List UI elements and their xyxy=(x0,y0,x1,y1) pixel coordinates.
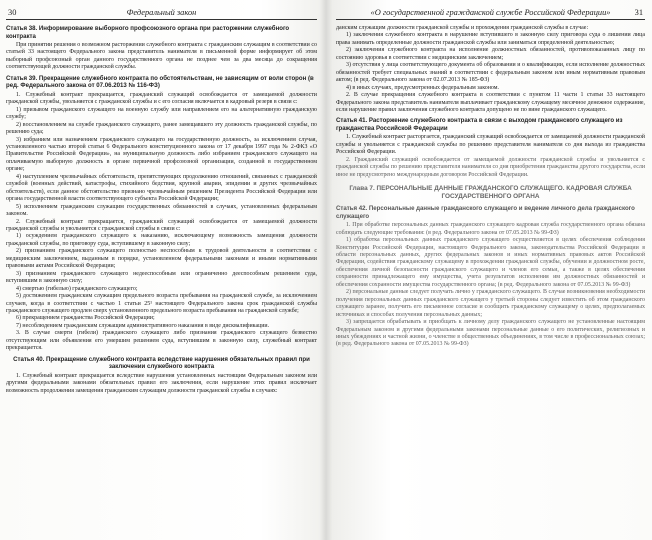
paragraph: При принятии решения о возможном расторжении служебного контракта с гражданским служащим в соответствии со статьей 33 настоящего Федерального закона представитель нанимателя в письменной форме информирует об этом выборный профсоюзный орган данного государственного органа не позднее чем за два месяца до сокращения соответствующей должности гражданской службы. xyxy=(6,42,317,71)
right-page-number: 31 xyxy=(634,8,643,17)
paragraph: данским служащим должности гражданской службы и прохождения гражданской службы в случае: xyxy=(336,25,589,31)
paragraph: 1) обработка персональных данных гражданского служащего осуществляется в целях обеспечения соблюдения Конституции Российской Федерации, настоящего Федерального закона, законодательства Российской Федерации в области персональных данных, других федеральных законов и иных нормативных правовых актов Российской Федерации, содействия гражданскому служащему в прохождении гражданской службы, обучении и должностном росте, обеспечения личной безопасности гражданского служащего и членов его семьи, а также в целях обеспечения сохранности принадлежащего ему имущества, учета результатов исполнения им должностных обязанностей и обеспечения сохранности имущества государственного органа; (в ред. Федерального закона от 07.05.2013 № 99-ФЗ) xyxy=(336,237,645,288)
right-page xyxy=(336,0,645,540)
paragraph: 5) исполнением гражданским служащим государственных обязанностей в случаях, установленных федеральным законом. xyxy=(6,203,317,218)
paragraph: 3) запрещается обрабатывать и приобщать к личному делу гражданского служащего не установленные настоящим Федеральным законом и другими федеральными законами персональные данные о его политических, религиозных и иных убеждениях и частной жизни, о членстве в общественных объединениях, в том числе в профессиональных союзах; (в ред. Федерального закона от 07.05.2013 № 99-ФЗ) xyxy=(336,319,645,348)
paragraph: 1) осуждением гражданского служащего к наказанию, исключающему возможность замещения должности гражданской службы, по приговору суда, вступившему в законную силу; xyxy=(6,233,317,247)
paragraph: 3) отсутствия у лица соответствующего документа об образовании и о квалификации, если исполнение должностных обязанностей требует специальных знаний в соответствии с федеральным законом или иным нормативным правовым актом; (в ред. Федерального закона от 02.07.2013 № 185-ФЗ) xyxy=(336,62,645,84)
right-page-body xyxy=(336,25,645,349)
paragraph: 2. В случае прекращения служебного контракта в соответствии с пунктом 11 части 1 статьи 33 настоящего Федерального закона представитель нанимателя выплачивает гражданскому служащему месячное денежное содержание, если нарушение правил заключения служебного контракта допущено не по вине гражданского служащего. xyxy=(336,92,645,113)
article-heading: Статья 39. Прекращение служебного контракта по обстоятельствам, не зависящим от воли сторон (в ред. Федерального закона от 07.06.2013 № 116-ФЗ) xyxy=(6,74,314,90)
right-running-title: «О государственной гражданской службе Российской Федерации» xyxy=(370,8,611,17)
paragraph: 1) заключения служебного контракта в нарушение вступившего в законную силу приговора суда о лишении лица права занимать определенные должности гражданской службы или заниматься определенной деятельностью; xyxy=(336,32,645,46)
paragraph: 1. Служебный контракт прекращается вследствие нарушения установленных настоящим Федеральным законом или другими федеральными законами обязательных правил его заключения, если нарушение этих правил исключает возможность продолжения замещения гражданским служащим должности гражданской службы в случаях: xyxy=(6,372,317,394)
paragraph: 1. Служебный контракт прекращается, гражданский служащий освобождается от замещаемой должности гражданской службы, увольняется с гражданской службы и с его согласия включается в кадровый резерв в связи с: xyxy=(6,91,317,106)
paragraph: 1. Служебный контракт расторгается, гражданский служащий освобождается от замещаемой должности гражданской службы и увольняется с гражданской службы по решению представителя нанимателя со дня выхода из гражданства Российской Федерации. xyxy=(336,134,645,156)
article-heading: Статья 42. Персональные данные гражданского служащего и ведение личного дела гражданского служащего xyxy=(336,205,635,220)
paragraph: 3) избранием или назначением гражданского служащего на государственную должность, за исключением случая, установленного частью второй статьи 6 Федерального конституционного закона от 17 декабря 1997 года № 2-ФКЗ «О Правительстве Российской Федерации», на муниципальную должность либо избранием гражданского служащего на оплачиваемую выборную должность в органе первичной профсоюзной организации, созданной в государственном органе; xyxy=(6,136,317,173)
paragraph: 4) наступлением чрезвычайных обстоятельств, препятствующих продолжению отношений, связанных с гражданской службой (военных действий, катастрофы, стихийного бедствия, крупной аварии, эпидемии и других чрезвычайных обстоятельств), если данное обстоятельство признано чрезвычайным решением Президента Российской Федерации или органа государственной власти соответствующего субъекта Российской Федерации; xyxy=(6,173,317,203)
left-page-body xyxy=(6,25,317,395)
paragraph: 2) признанием гражданского служащего полностью неспособным к трудовой деятельности в соответствии с медицинским заключением, выданным в порядке, установленном федеральными законами и иными нормативными правовыми актами Российской Федерации; xyxy=(6,248,317,270)
paragraph: 2) персональные данные следует получать лично у гражданского служащего. В случае возникновения необходимости получения персональных данных гражданского служащего у третьей стороны следует известить об этом гражданского служащего заранее, получить его письменное согласие и сообщить гражданскому служащему о целях, предполагаемых источниках и способах получения персональных данных; xyxy=(336,289,645,318)
paragraph: 3) признанием гражданского служащего недееспособным или ограниченно дееспособным решением суда, вступившим в законную силу; xyxy=(6,270,317,285)
left-running-title: Федеральный закон xyxy=(126,8,197,17)
paragraph: 2. Гражданский служащий освобождается от замещаемой должности гражданской службы и увольняется с гражданской службы по решению представителя нанимателя со дня приобретения гражданства другого государства, если иное не предусмотрено международным договором Российской Федерации. xyxy=(336,156,645,178)
left-running-header xyxy=(6,8,317,20)
left-page xyxy=(6,0,317,540)
paragraph: 2) восстановлением на службе гражданского служащего, ранее замещавшего эту должность гражданской службы, по решению суда; xyxy=(6,121,317,136)
paragraph: 1. При обработке персональных данных гражданского служащего кадровая служба государственного органа обязана соблюдать следующие требования: (в ред. Федерального закона от 07.05.2013 № 99-ФЗ) xyxy=(336,222,645,236)
paragraph: 4) смертью (гибелью) гражданского служащего; xyxy=(16,285,138,292)
paragraph: 5) достижением гражданским служащим предельного возраста пребывания на гражданской службе, за исключением случаев, когда в соответствии с частью 1 статьи 25¹ настоящего Федерального закона срок гражданской службы гражданского служащего продлен сверх установленного предельного возраста пребывания на гражданской службе; xyxy=(6,293,317,314)
right-running-header xyxy=(336,8,645,20)
paragraph: 7) несоблюдением гражданским служащим административного наказания в виде дисквалификации. xyxy=(16,322,270,329)
paragraph: 2. Служебный контракт прекращается, гражданский служащий освобождается от замещаемой должности гражданской службы и увольняется с гражданской службы в связи с: xyxy=(6,218,317,232)
paragraph: 6) прекращением гражданства Российской Федерации; xyxy=(16,315,155,322)
paragraph: 3. В случае смерти (гибели) гражданского служащего либо признания гражданского служащего безвестно отсутствующим или объявления его умершим решением суда, вступившим в законную силу, служебный контракт прекращается. xyxy=(6,330,317,352)
paragraph: 1) призывом гражданского служащего на военную службу или направлением его на альтернативную гражданскую службу; xyxy=(6,106,317,121)
chapter-heading: Глава 7. ПЕРСОНАЛЬНЫЕ ДАННЫЕ ГРАЖДАНСКОГО СЛУЖАЩЕГО. КАДРОВАЯ СЛУЖБА ГОСУДАРСТВЕННОГО ОРГАНА xyxy=(349,185,632,201)
article-heading: Статья 38. Информирование выборного профсоюзного органа при расторжении служебного контракта xyxy=(6,25,290,40)
left-page-number: 30 xyxy=(8,8,17,17)
article-heading: Статья 40. Прекращение служебного контракта вследствие нарушения обязательных правил при заключении служебного контракта xyxy=(13,355,310,371)
paragraph: 2) заключения служебного контракта на исполнение должностных обязанностей, противопоказанных лицу по состоянию здоровья в соответствии с медицинским заключением; xyxy=(336,47,645,61)
paragraph: 4) в иных случаях, предусмотренных федеральным законом. xyxy=(346,84,500,91)
article-heading: Статья 41. Расторжение служебного контракта в связи с выходом гражданского служащего из гражданства Российской Федерации xyxy=(336,117,623,132)
